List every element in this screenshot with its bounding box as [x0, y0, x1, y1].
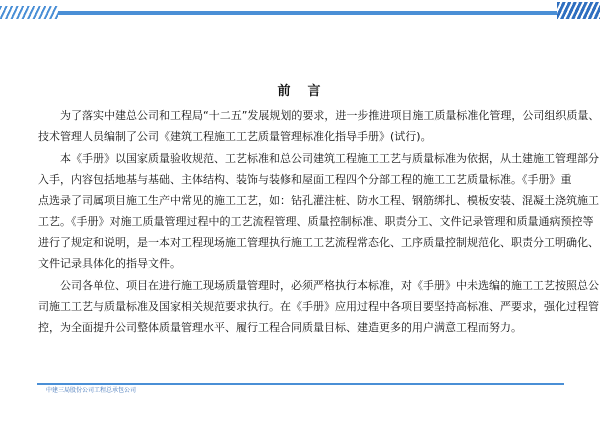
text-line: 技术管理人员编制了公司《建筑工程施工工艺质量管理标准化指导手册》(试行)。 [38, 130, 432, 143]
header-rule [58, 11, 560, 15]
text-line: 进行了规定和说明，是一本对工程现场施工管理执行施工工艺流程常态化、工序质量控制规范化、职责分工明确化、 [38, 236, 599, 249]
text-line: 文件记录具体化的指导文件。 [38, 257, 181, 270]
paragraph-3 [38, 275, 599, 338]
text-line: 为了落实中建总公司和工程局“十二五”发展规划的要求，进一步推进项目施工质量标准化管理，公司组织质量、 [60, 109, 600, 122]
footer-company-name: 中建三局股份公司工程总承包公司 [46, 387, 137, 394]
text-line: 本《手册》以国家质量验收规范、工艺标准和总公司建筑工程施工工艺与质量标准为依据，从土建施工管理部分 [60, 152, 599, 165]
text-line: 工艺。《手册》对施工质量管理过程中的工艺流程管理、质量控制标准、职责分工、文件记录管理和质量通病预控等 [38, 215, 594, 228]
paragraph-1 [38, 105, 600, 147]
header-stripes-right [557, 2, 600, 19]
text-line: 公司各单位、项目在进行施工现场质量管理时，必须严格执行本标准，对《手册》中未选编的施工工艺按照总公 [60, 279, 599, 292]
preface-body [38, 105, 600, 339]
page-title: 前 言 [277, 84, 323, 99]
text-line: 控，为全面提升公司整体质量管理水平、履行工程合同质量目标、建造更多的用户满意工程而努力。 [38, 321, 522, 334]
text-line: 司施工工艺与质量标准及国家相关规范要求执行。在《手册》应用过程中各项目要坚持高标准、严要求，强化过程管 [38, 300, 599, 313]
header-decoration [0, 0, 600, 19]
text-line: 入手，内容包括地基与基础、主体结构、装饰与装修和屋面工程四个分部工程的施工工艺质量标准。《手册》重 [38, 173, 572, 186]
header-stripes-left [0, 6, 58, 19]
paragraph-2 [38, 148, 599, 274]
text-line: 点选录了司属项目施工生产中常见的施工工艺，如：钻孔灌注桩、防水工程、钢筋绑扎、模板安装、混凝土浇筑施工 [38, 194, 599, 207]
